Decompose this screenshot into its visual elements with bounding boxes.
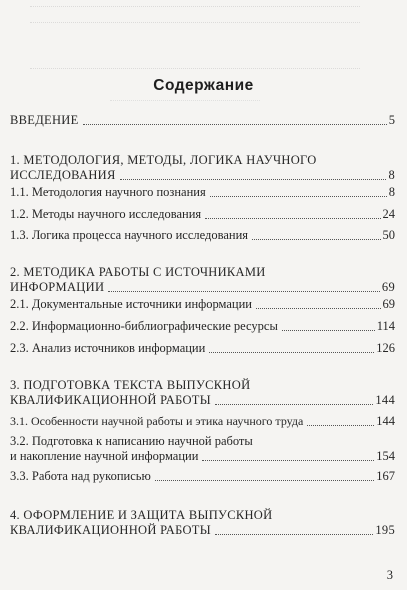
toc-entry-page: 144 — [376, 414, 395, 428]
toc-entry-label-continued: и накопление научной информации — [10, 449, 199, 463]
toc-entry-page: 5 — [388, 113, 395, 127]
toc-entry-2-1 — [10, 297, 395, 312]
toc-entry-label: 4. ОФОРМЛЕНИЕ И ЗАЩИТА ВЫПУСКНОЙ — [10, 508, 273, 522]
toc-entry-label-continued: КВАЛИФИКАЦИОННОЙ РАБОТЫ — [10, 523, 211, 537]
dot-leader — [282, 330, 375, 331]
toc-entry-label: 3.1. Особенности научной работы и этика научного труда — [10, 414, 304, 428]
toc-entry-page: 144 — [375, 393, 395, 407]
toc-entry-page: 126 — [376, 341, 395, 355]
toc-entry-introduction — [10, 113, 395, 128]
toc-entry-label: 1. МЕТОДОЛОГИЯ, МЕТОДЫ, ЛОГИКА НАУЧНОГО — [10, 153, 317, 167]
toc-entry-label: ВВЕДЕНИЕ — [10, 113, 79, 127]
toc-chapter-4 — [10, 508, 395, 538]
dot-leader — [215, 404, 373, 405]
dot-leader — [307, 425, 374, 426]
toc-entry-line — [10, 393, 395, 408]
toc-entry-label: 3.2. Подготовка к написанию научной работы — [10, 434, 253, 448]
toc-entry-label-continued: ИССЛЕДОВАНИЯ — [10, 168, 116, 182]
dot-leader — [108, 291, 380, 292]
page-number: 3 — [386, 568, 393, 582]
toc-entry-1-3 — [10, 228, 395, 243]
dot-leader — [215, 534, 373, 535]
toc-entry-page: 114 — [376, 319, 395, 333]
toc-entry-page: 69 — [381, 280, 395, 294]
toc-entry-line — [10, 280, 395, 295]
toc-entry-label-continued: ИНФОРМАЦИИ — [10, 280, 105, 294]
toc-chapter-1 — [10, 153, 395, 183]
toc-entry-page: 195 — [375, 523, 395, 537]
toc-entry-3-3 — [10, 469, 395, 484]
dot-leader — [209, 352, 374, 353]
toc-entry-page: 167 — [376, 469, 395, 483]
toc-entry-page: 154 — [376, 449, 395, 463]
toc-entry-3-1 — [10, 414, 395, 429]
toc-entry-page: 50 — [382, 228, 395, 242]
dot-leader — [205, 218, 380, 219]
dot-leader — [155, 480, 374, 481]
toc-entry-label: 1.3. Логика процесса научного исследования — [10, 228, 249, 242]
toc-entry-label: 2.1. Документальные источники информации — [10, 297, 252, 311]
toc-entry-label: 1.2. Методы научного исследования — [10, 207, 202, 221]
toc-entry-1-2 — [10, 207, 395, 222]
toc-entry-page: 8 — [388, 168, 395, 182]
dot-leader — [252, 239, 380, 240]
toc-entry-line — [10, 449, 395, 464]
page-title: Содержание — [153, 77, 254, 94]
toc-entry-2-3 — [10, 341, 395, 356]
toc-entry-line — [10, 168, 395, 183]
dot-leader — [83, 124, 387, 125]
toc-entry-line — [10, 523, 395, 538]
toc-chapter-3 — [10, 378, 395, 408]
toc-entry-1-1 — [10, 185, 395, 200]
toc-entry-label: 2.3. Анализ источников информации — [10, 341, 206, 355]
dot-leader — [202, 460, 374, 461]
toc-entry-label: 1.1. Методология научного познания — [10, 185, 206, 199]
toc-entry-label: 3. ПОДГОТОВКА ТЕКСТА ВЫПУСКНОЙ — [10, 378, 251, 392]
toc-entry-page: 24 — [382, 207, 395, 221]
toc-entry-label: 2. МЕТОДИКА РАБОТЫ С ИСТОЧНИКАМИ — [10, 265, 266, 279]
toc-entry-2-2 — [10, 319, 395, 334]
toc-entry-page: 69 — [382, 297, 395, 311]
toc-entry-label: 3.3. Работа над рукописью — [10, 469, 151, 483]
dot-leader — [120, 179, 387, 180]
toc-entry-label-continued: КВАЛИФИКАЦИОННОЙ РАБОТЫ — [10, 393, 211, 407]
toc-entry-label: 2.2. Информационно-библиографические ресурсы — [10, 319, 278, 333]
toc-chapter-2 — [10, 265, 395, 295]
dot-leader — [210, 196, 387, 197]
toc-entry-3-2 — [10, 434, 395, 464]
toc-entry-page: 8 — [388, 185, 395, 199]
dot-leader — [256, 308, 381, 309]
